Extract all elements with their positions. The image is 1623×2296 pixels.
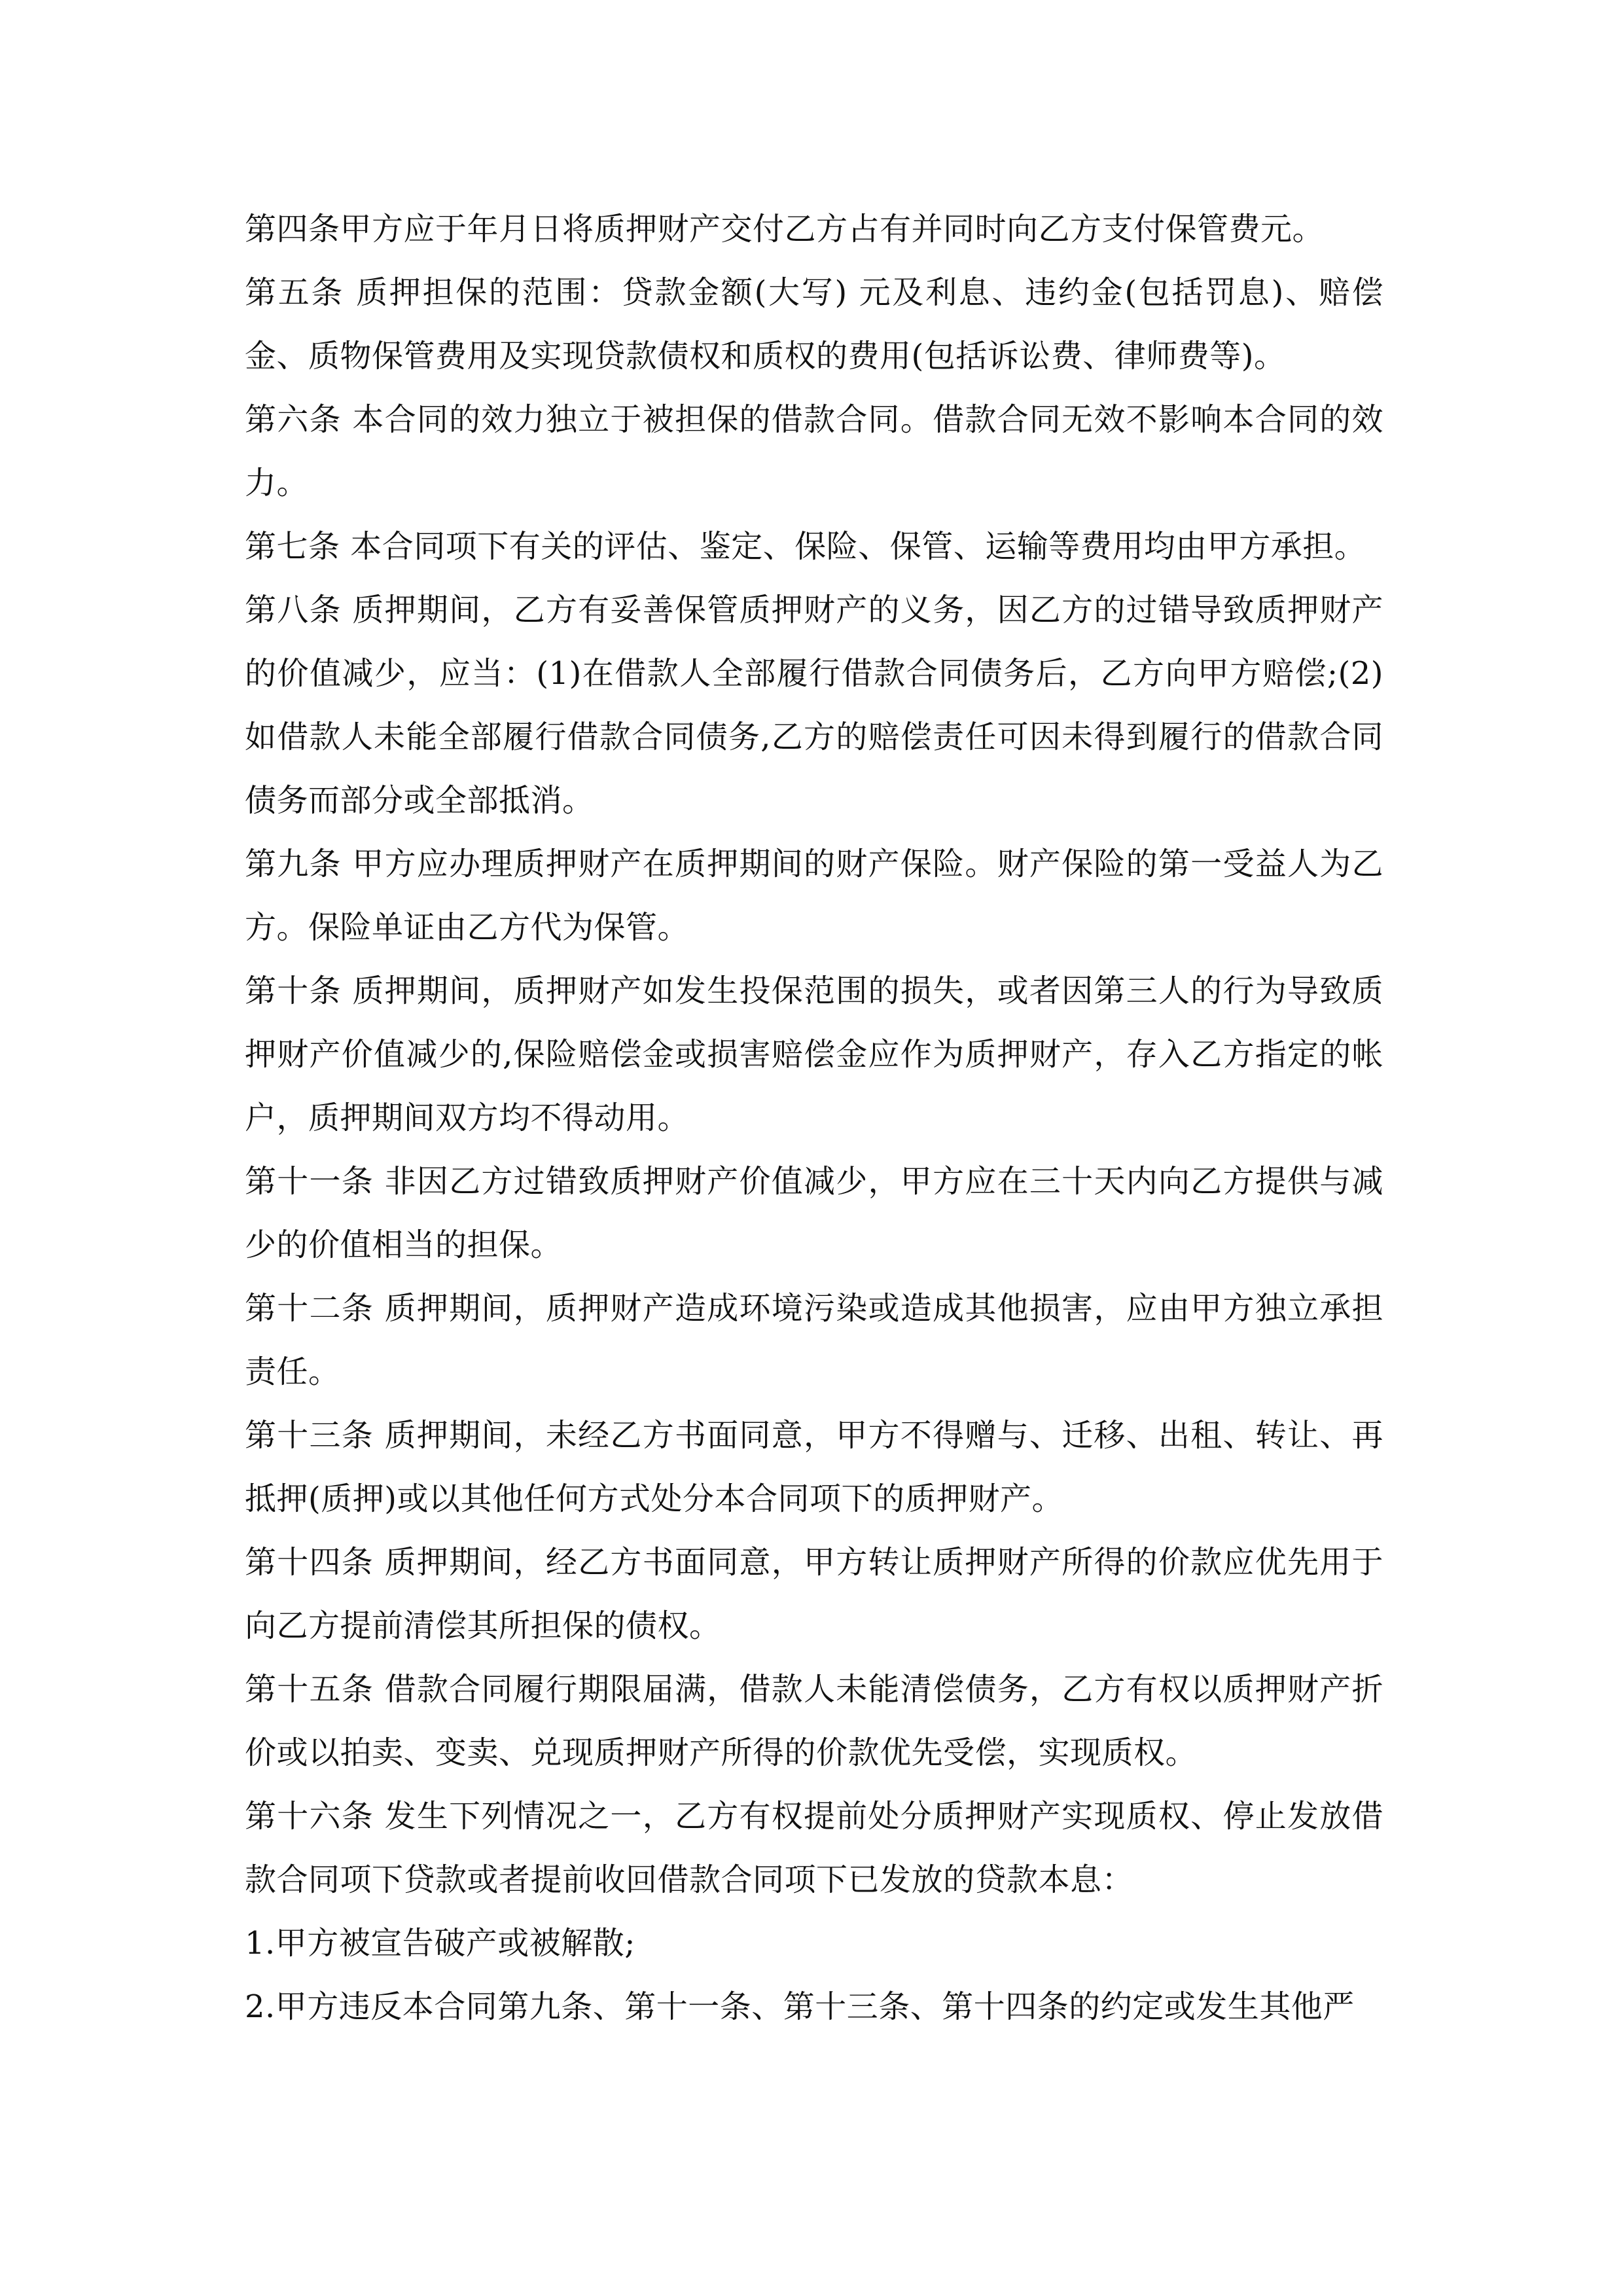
article-15: 第十五条 借款合同履行期限届满，借款人未能清偿债务，乙方有权以质押财产折价或以拍卖、变卖、兑现质押财产所得的价款优先受偿，实现质权。 <box>245 1671 1383 1771</box>
article-12: 第十二条 质押期间，质押财产造成环境污染或造成其他损害，应由甲方独立承担责任。 <box>245 1290 1383 1390</box>
article-8: 第八条 质押期间，乙方有妥善保管质押财产的义务，因乙方的过错导致质押财产的价值减少，应当：(1)在借款人全部履行借款合同债务后，乙方向甲方赔偿;(2)如借款人未能全部履行借款合同债务,乙方的赔偿责任可因未得到履行的借款合同债务而部分或全部抵消。 <box>245 592 1383 819</box>
article-6: 第六条 本合同的效力独立于被担保的借款合同。借款合同无效不影响本合同的效力。 <box>245 401 1383 501</box>
article-4: 第四条甲方应于年月日将质押财产交付乙方占有并同时向乙方支付保管费元。 <box>245 211 1325 247</box>
article-9: 第九条 甲方应办理质押财产在质押期间的财产保险。财产保险的第一受益人为乙方。保险单证由乙方代为保管。 <box>245 846 1383 946</box>
contract-body <box>245 198 1383 2039</box>
article-10: 第十条 质押期间，质押财产如发生投保范围的损失，或者因第三人的行为导致质押财产价值减少的,保险赔偿金或损害赔偿金应作为质押财产，存入乙方指定的帐户，质押期间双方均不得动用。 <box>245 973 1383 1136</box>
article-16-item-2: 2.甲方违反本合同第九条、第十一条、第十三条、第十四条的约定或发生其他严 <box>245 1988 1355 2025</box>
article-16: 第十六条 发生下列情况之一，乙方有权提前处分质押财产实现质权、停止发放借款合同项下贷款或者提前收回借款合同项下已发放的贷款本息： <box>245 1798 1383 1898</box>
article-16-item-1: 1.甲方被宣告破产或被解散; <box>245 1925 635 1962</box>
article-14: 第十四条 质押期间，经乙方书面同意，甲方转让质押财产所得的价款应优先用于向乙方提前清偿其所担保的债权。 <box>245 1544 1383 1644</box>
article-13: 第十三条 质押期间，未经乙方书面同意，甲方不得赠与、迁移、出租、转让、再抵押(质押)或以其他任何方式处分本合同项下的质押财产。 <box>245 1417 1383 1517</box>
article-5: 第五条 质押担保的范围：贷款金额(大写) 元及利息、违约金(包括罚息)、赔偿金、质物保管费用及实现贷款债权和质权的费用(包括诉讼费、律师费等)。 <box>245 274 1383 374</box>
article-11: 第十一条 非因乙方过错致质押财产价值减少，甲方应在三十天内向乙方提供与减少的价值相当的担保。 <box>245 1163 1383 1263</box>
article-7: 第七条 本合同项下有关的评估、鉴定、保险、保管、运输等费用均由甲方承担。 <box>245 528 1366 565</box>
